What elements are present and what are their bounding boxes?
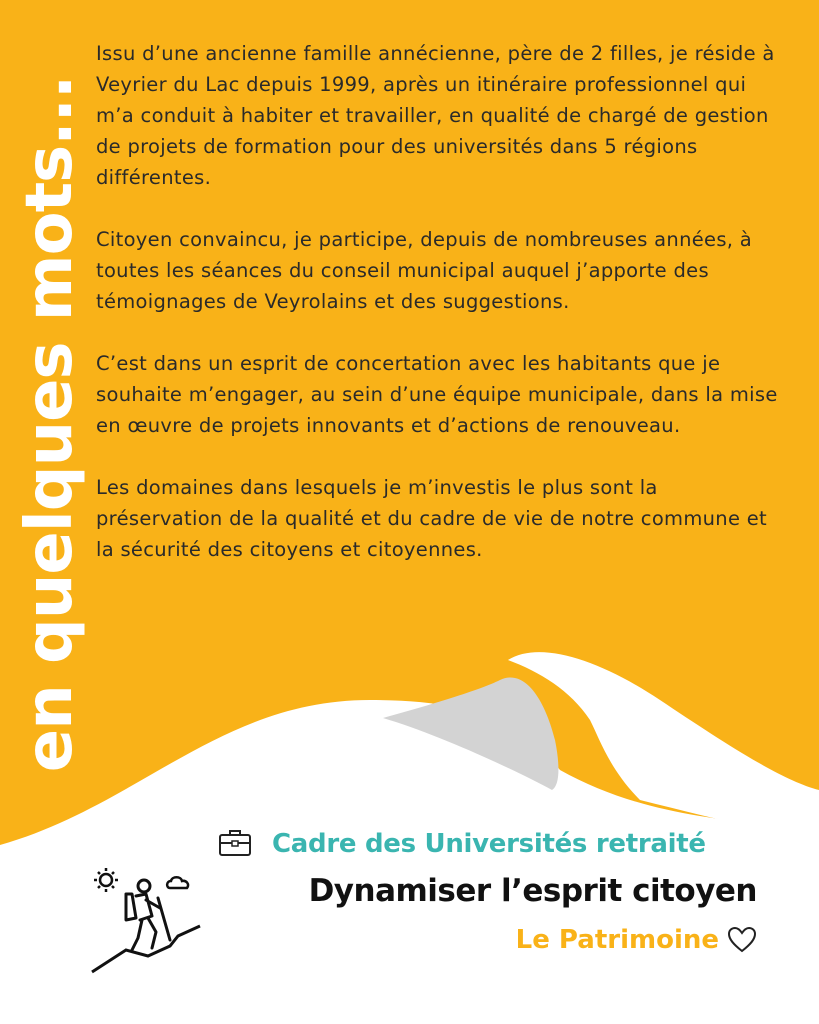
body-text (96, 38, 786, 596)
paragraph-2: Citoyen convaincu, je participe, depuis de nombreuses années, à toutes les séances du conseil municipal auquel j’apporte des témoignages de Veyrolains et des suggestions. (96, 228, 753, 313)
motto: Dynamiser l’esprit citoyen (308, 873, 757, 909)
paragraph-3: C’est dans un esprit de concertation avec les habitants que je souhaite m’engager, au sein d’une équipe municipale, dans la mise en œuvre de projets innovants et d’actions de renouveau. (96, 352, 778, 437)
sun-icon (94, 868, 118, 892)
briefcase-icon (218, 828, 252, 858)
role-title: Cadre des Universités retraité (272, 829, 706, 859)
theme-line (516, 920, 757, 960)
heart-icon (727, 926, 757, 954)
cloud-icon (167, 877, 188, 888)
paragraph-1: Issu d’une ancienne famille annécienne, père de 2 filles, je réside à Veyrier du Lac depuis 1999, après un itinéraire professionnel qui m’a conduit à habiter et travailler, en qualité de chargé de gestion de projets de formation pour des universités dans 5 régions différentes. (96, 42, 775, 189)
side-title: en quelques mots... (13, 75, 87, 773)
hiker-icon (86, 858, 211, 978)
paragraph-4: Les domaines dans lesquels je m’investis le plus sont la préservation de la qualité et du cadre de vie de notre commune et la sécurité des citoyens et citoyennes. (96, 476, 768, 561)
theme-label: Le Patrimoine (515, 925, 719, 955)
